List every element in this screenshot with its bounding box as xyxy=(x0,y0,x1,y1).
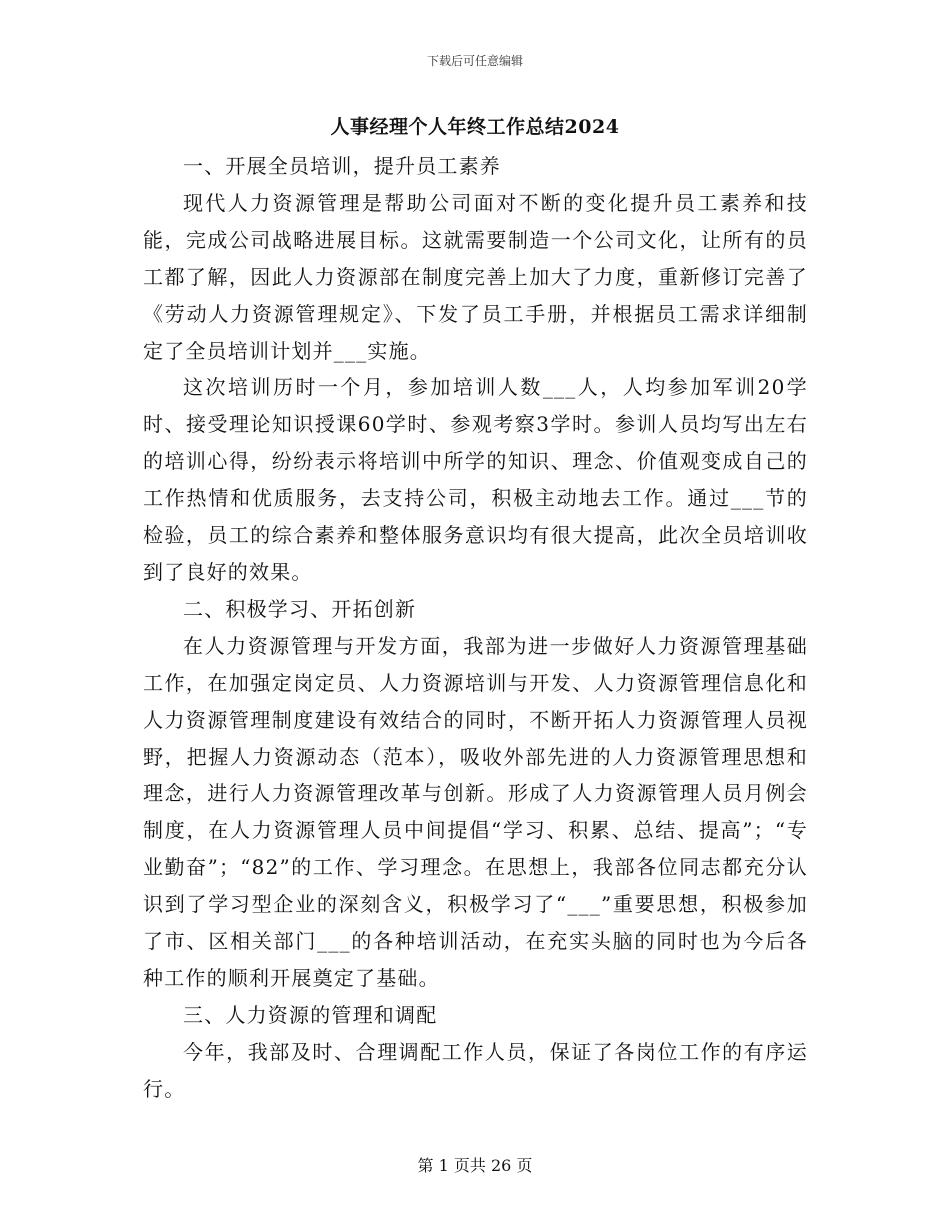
paragraph-4: 今年，我部及时、合理调配工作人员，保证了各岗位工作的有序运行。 xyxy=(143,1039,808,1101)
document-title: 人事经理个人年终工作总结2024 xyxy=(330,116,620,138)
page-number: 第 1 页共 26 页 xyxy=(417,1156,533,1175)
paragraph-2: 这次培训历时一个月，参加培训人数___人，人均参加军训20学时、接受理论知识授课60学时、参观考察3学时。参训人员均写出左右的培训心得，纷纷表示将培训中所学的知识、理念、价值观变成自己的工作热情和优质服务，去支持公司，积极主动地去工作。通过___节的检验，员工的综合素养和整体服务意识均有很大提高，此次全员培训收到了良好的效果。 xyxy=(143,375,808,584)
paragraph-1: 现代人力资源管理是帮助公司面对不断的变化提升员工素养和技能，完成公司战略进展目标。这就需要制造一个公司文化，让所有的员工都了解，因此人力资源部在制度完善上加大了力度，重新修订完善了《劳动人力资源管理规定》、下发了员工手册，并根据员工需求详细制定了全员培训计划并___实施。 xyxy=(143,190,808,363)
document-body xyxy=(143,148,808,1108)
section-heading-1: 一、开展全员培训，提升员工素养 xyxy=(183,154,501,178)
page-header-note: 下载后可任意编辑 xyxy=(426,54,523,68)
section-heading-3: 三、人力资源的管理和调配 xyxy=(183,1002,438,1027)
section-heading-2: 二、积极学习、开拓创新 xyxy=(183,596,417,621)
paragraph-3: 在人力资源管理与开发方面，我部为进一步做好人力资源管理基础工作，在加强定岗定员、人力资源培训与开发、人力资源管理信息化和人力资源管理制度建设有效结合的同时，不断开拓人力资源管理人员视野，把握人力资源动态（范本），吸收外部先进的人力资源管理思想和理念，进行人力资源管理改革与创新。形成了人力资源管理人员月例会制度，在人力资源管理人员中间提倡“学习、积累、总结、提高”；“专业勤奋”；“82”的工作、学习理念。在思想上，我部各位同志都充分认识到了学习型企业的深刻含义，积极学习了“___”重要思想，积极参加了市、区相关部门___的各种培训活动，在充实头脑的同时也为今后各种工作的顺利开展奠定了基础。 xyxy=(143,633,808,990)
